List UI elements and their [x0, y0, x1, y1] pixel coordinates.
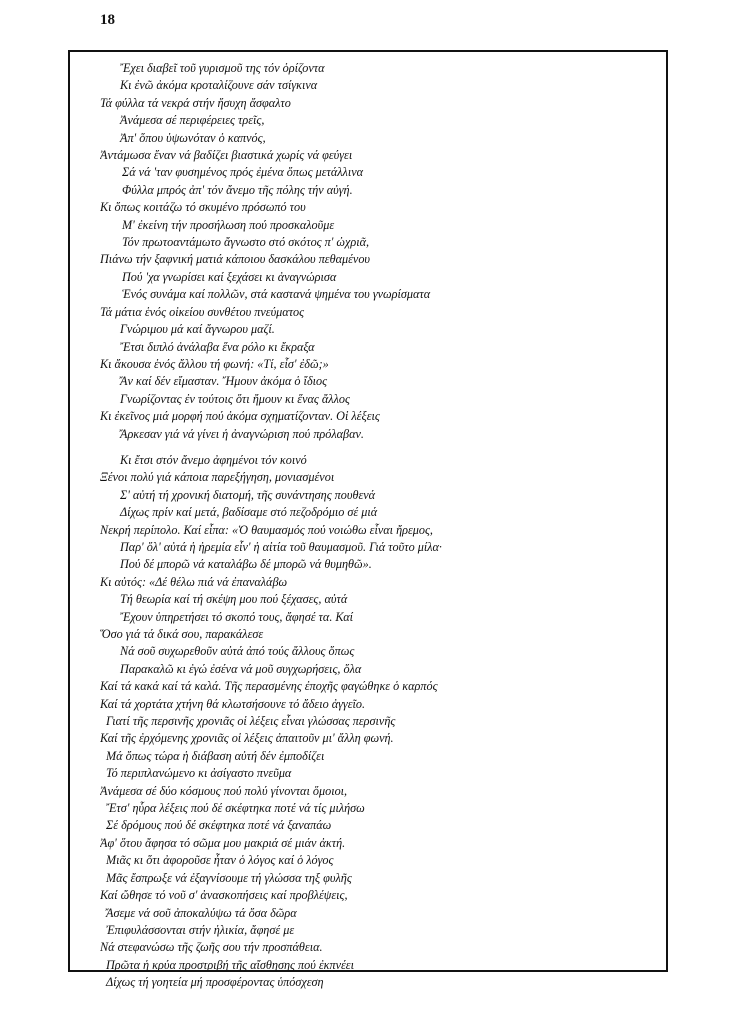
poem-line: Φύλλα μπρός ἀπ' τόν ἄνεμο τῆς πόλης τήν αὐγή. [122, 182, 353, 197]
poem-line: Κι ἐκεῖνος μιά μορφή πού ἀκόμα σχηματίζονταν. Οἱ λέξεις [100, 409, 380, 424]
poem-line: Ὅσο γιά τά δικά σου, παρακάλεσε [100, 627, 264, 641]
poem-line: Νεκρή περίπολο. Καί εἶπα: «Ὁ θαυμασμός πού νοιώθω εἶναι ἤρεμος, [100, 522, 433, 537]
poem-line: Μιᾶς κι ὅτι ἀφοροῦσε ἦταν ὁ λόγος καί ὁ λόγος [106, 853, 334, 868]
poem-line: Πού 'χα γνωρίσει καί ξεχάσει κι ἀναγνώρισα [122, 269, 337, 284]
poem-line: Κι ὅπως κοιτάζω τό σκυμένο πρόσωπό του [100, 200, 306, 215]
poem-line: Σέ δρόμους πού δέ σκέφτηκα ποτέ νά ξαναπάω [106, 818, 332, 833]
poem-line: Ἄν καί δέν εἴμασταν. Ἤμουν ἀκόμα ὁ ἴδιος [120, 374, 328, 389]
poem-line: Γιατί τῆς περσινῆς χρονιᾶς οἱ λέξεις εἶναι γλώσσας περσινῆς [106, 714, 396, 729]
poem-line: Παρ' ὅλ' αὐτά ἡ ἠρεμία εἶν' ἡ αἰτία τοῦ θαυμασμοῦ. Γιά τοῦτο μίλα· [120, 539, 442, 554]
poem-line: Τά μάτια ἑνός οἰκείου συνθέτου πνεύματος [100, 304, 305, 319]
poem-line: Ἀνάμεσα σέ δύο κόσμους πού πολύ γίνονται ὅμοιοι, [100, 783, 348, 798]
poem-line: Σά νά 'ταν φυσημένος πρός ἐμένα ὅπως μετάλλινα [122, 165, 364, 180]
poem-line: Ἔχει διαβεῖ τοῦ γυρισμοῦ της τόν ὁρίζοντα [120, 61, 325, 75]
poem-line: Γνωρίζοντας ἐν τούτοις ὅτι ἤμουν κι ἕνας ἄλλος [120, 391, 350, 406]
poem-line: Ξένοι πολύ γιά κάποια παρεξήγηση, μονιασμένοι [100, 470, 335, 485]
poem-line: Ἀφ' ὅτου ἄφησα τό σῶμα μου μακριά σέ μιάν ἀκτή. [100, 835, 346, 850]
poem-line: Πρῶτα ἡ κρύα προστριβή τῆς αἴσθησης πού ἐκπνέει [106, 957, 354, 972]
poem-line: Ἐπιφυλάσσονται στήν ἡλικία, ἄφησέ με [106, 922, 295, 937]
poem-line: Κι ἐνῶ ἀκόμα κροταλίζουνε σάν τσίγκινα [120, 78, 318, 93]
poem-line: Τή θεωρία καί τή σκέψη μου πού ξέχασες, αὐτά [120, 592, 348, 607]
poem-line: Νά σοῦ συχωρεθοῦν αὐτά ἀπό τούς ἄλλους ὅπως [120, 644, 355, 659]
poem-line: Μᾶς ἔσπρωξε νά ἐξαγνίσουμε τή γλώσσα τηξ φυλῆς [106, 870, 352, 885]
page-number: 18 [100, 12, 115, 28]
poem-line: Καί τά χορτάτα χτήνη θά κλωτσήσουνε τό ἄδειο ἀγγεῖο. [100, 696, 366, 711]
poem-line: Πιάνω τήν ξαφνική ματιά κάποιου δασκάλου πεθαμένου [100, 252, 371, 267]
poem-line: Κι ἔτσι στόν ἄνεμο ἀφημένοι τόν κοινό [120, 452, 307, 467]
poem-line: Ἀπ' ὅπου ὑψωνόταν ὁ καπνός, [120, 130, 266, 145]
poem-line: Κι αὐτός: «Δέ θέλω πιά νά ἐπαναλάβω [100, 574, 288, 589]
poem-line: Ἀντάμωσα ἕναν νά βαδίζει βιαστικά χωρίς νά φεύγει [100, 148, 353, 163]
poem-line: Κι ἄκουσα ἑνός ἄλλου τή φωνή: «Τί, εἶσ' ἐδῶ;» [100, 356, 329, 371]
poem-line: Ἔχουν ὑπηρετήσει τό σκοπό τους, ἄφησέ τα. Καί [120, 609, 353, 624]
poem-line: Ἑνός συνάμα καί πολλῶν, στά καστανά ψημένα του γνωρίσματα [122, 287, 431, 302]
stanza-break [100, 443, 660, 452]
poem-line: Γνώριμου μά καί ἄγνωρου μαζί. [120, 322, 275, 337]
poem-stanza [100, 452, 660, 992]
poem-line: Σ' αὐτή τή χρονική διατομή, τῆς συνάντησης πουθενά [120, 487, 376, 502]
poem-text [100, 60, 660, 992]
poem-line: Καί τῆς ἐρχόμενης χρονιᾶς οἱ λέξεις ἀπαιτοῦν μι' ἄλλη φωνή. [100, 731, 394, 746]
poem-line: Μά ὅπως τώρα ἡ διάβαση αὐτή δέν ἐμποδίζει [106, 748, 325, 763]
poem-line: Ἄρκεσαν γιά νά γίνει ἡ ἀναγνώριση πού πρόλαβαν. [120, 426, 364, 441]
poem-line: Τά φύλλα τά νεκρά στήν ἥσυχη ἄσφαλτο [100, 95, 291, 110]
poem-line: Τόν πρωτοαντάμωτο ἄγνωστο στό σκότος π' ὠχριᾶ, [122, 235, 370, 250]
poem-line: Μ' ἐκείνη τήν προσήλωση πού προσκαλοῦμε [122, 217, 335, 232]
poem-line: Παρακαλῶ κι ἐγώ ἐσένα νά μοῦ συγχωρήσεις, ὅλα [120, 661, 362, 676]
poem-line: Τό περιπλανώμενο κι ἀσίγαστο πνεῦμα [106, 766, 292, 781]
poem-line: Ἔτσι διπλό ἀνάλαβα ἕνα ρόλο κι ἔκραξα [120, 339, 315, 354]
poem-line: Νά στεφανώσω τῆς ζωῆς σου τήν προσπάθεια. [100, 940, 323, 955]
poem-line: Δίχως πρίν καί μετά, βαδίσαμε στό πεζοδρόμιο σέ μιά [120, 505, 378, 520]
poem-line: Καί τά κακά καί τά καλά. Τῆς περασμένης ἐποχῆς φαγώθηκε ὁ καρπός [100, 679, 438, 694]
poem-line: Πού δέ μπορῶ νά καταλάβω δέ μπορῶ νά θυμηθῶ». [120, 557, 372, 572]
poem-line: Ἄσεμε νά σοῦ ἀποκαλύψω τά ὅσα δῶρα [106, 905, 297, 920]
poem-line: Ἔτσ' ηὗρα λέξεις πού δέ σκέφτηκα ποτέ νά τίς μιλήσω [106, 801, 365, 816]
poem-stanza [100, 60, 660, 443]
poem-line: Καί ὤθησε τό νοῦ σ' ἀνασκοπήσεις καί προβλέψεις, [100, 888, 348, 903]
poem-line: Ἀνάμεσα σέ περιφέρειες τρεῖς, [120, 113, 265, 128]
poem-line: Δίχως τή γοητεία μή προσφέροντας ὑπόσχεση [106, 975, 324, 990]
